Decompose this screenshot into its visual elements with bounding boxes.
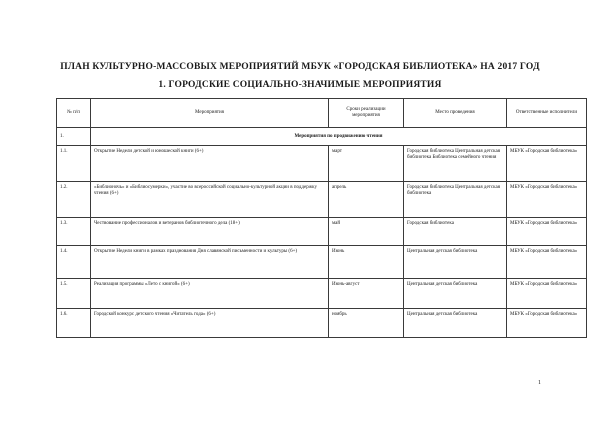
row-date: март [329,146,404,182]
row-responsible: МБУК «Городская библиотека» [507,279,587,309]
row-event: Открытие Недели книги в рамках празднования Дня славянской письменности и культуры (6+) [91,246,329,279]
section-heading: 1. ГОРОДСКИЕ СОЦИАЛЬНО-ЗНАЧИМЫЕ МЕРОПРИЯТИЯ [158,80,442,90]
row-event: Открытие Недели детской и юношеской книги (6+) [91,146,329,182]
header-num: № п/п [57,99,91,128]
row-place: Центральная детская библиотека [404,246,507,279]
row-place: Центральная детская библиотека [404,279,507,309]
row-responsible: МБУК «Городская библиотека» [507,218,587,246]
row-num: 1.3. [57,218,91,246]
header-date: Сроки реализации мероприятия [329,99,404,128]
table-row [57,246,587,279]
row-num: 1.2. [57,182,91,218]
header-responsible: Ответственные исполнители [507,99,587,128]
row-responsible: МБУК «Городская библиотека» [507,182,587,218]
row-place: Центральная детская библиотека [404,309,507,338]
header-place: Место проведения [404,99,507,128]
row-event: «Библионочь» и «Библиосумерки», участие во всероссийской социально-культурной акции в поддержку чтения (6+) [91,182,329,218]
table-row [57,218,587,246]
row-place: Городская библиотека Центральная детская библиотека Библиотека семейного чтения [404,146,507,182]
row-date: апрель [329,182,404,218]
row-event: Городской конкурс детского чтения «Читатель года» (6+) [91,309,329,338]
events-table [56,98,587,338]
page-number: 1 [538,380,541,386]
row-date: Июнь [329,246,404,279]
section-title: Мероприятия по продвижению чтения [91,128,587,146]
row-date: май [329,218,404,246]
row-event: Чествование профессионалов и ветеранов библиотечного дела (18+) [91,218,329,246]
row-responsible: МБУК «Городская библиотека» [507,309,587,338]
table-row [57,279,587,309]
row-responsible: МБУК «Городская библиотека» [507,146,587,182]
table-row [57,309,587,338]
header-event: Мероприятия [91,99,329,128]
row-num: 1.1. [57,146,91,182]
table-section-row [57,128,587,146]
table-row [57,182,587,218]
row-responsible: МБУК «Городская библиотека» [507,246,587,279]
table-header-row [57,99,587,128]
table-row [57,146,587,182]
row-event: Реализация программы «Лето с книгой» (6+) [91,279,329,309]
row-place: Городская библиотека [404,218,507,246]
row-num: 1.4. [57,246,91,279]
document-title: ПЛАН КУЛЬТУРНО-МАССОВЫХ МЕРОПРИЯТИЙ МБУК «ГОРОДСКАЯ БИБЛИОТЕКА» НА 2017 ГОД [60,62,540,72]
section-num: 1. [57,128,91,146]
row-num: 1.5. [57,279,91,309]
row-num: 1.6. [57,309,91,338]
row-place: Городская библиотека Центральная детская библиотека [404,182,507,218]
row-date: Июнь-август [329,279,404,309]
row-date: ноябрь [329,309,404,338]
